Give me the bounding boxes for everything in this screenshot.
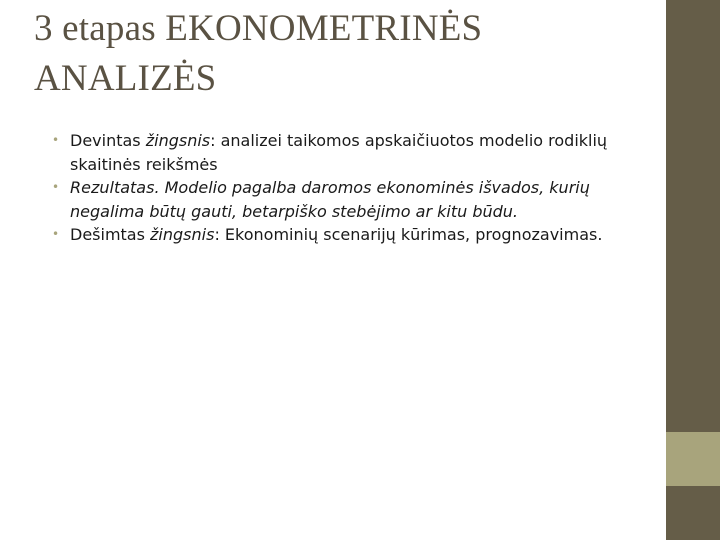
bullet-text-lead: Devintas (70, 131, 146, 150)
bullet-list (52, 129, 652, 247)
bullet-dot-icon: • (52, 133, 60, 147)
slide-title-line-2: ANALIZĖS (34, 58, 217, 99)
bullet-item-step-9 (52, 129, 652, 176)
bullet-item-step-10 (52, 223, 652, 247)
slide-title-line-1: 3 etapas EKONOMETRINĖS (34, 8, 483, 49)
bullet-text-emphasis: žingsnis (145, 131, 211, 150)
bullet-dot-icon: • (52, 227, 60, 241)
sidebar-band-accent (666, 432, 720, 486)
bullet-text-rest: : Ekonominių scenarijų kūrimas, prognozavimas. (214, 225, 603, 244)
slide-title (34, 4, 654, 104)
bullet-text-rest: : analizei taikomos apskaičiuotos modelio rodiklių skaitinės reikšmės (70, 131, 608, 174)
sidebar-band-dark (666, 0, 720, 432)
bullet-item-result (52, 176, 652, 223)
bullet-text-result: Rezultatas. Modelio pagalba daromos ekonominės išvados, kurių negalima būtų gauti, betarpiško stebėjimo ar kitu būdu. (70, 178, 590, 221)
bullet-dot-icon: • (52, 180, 60, 194)
sidebar-band-bottom (666, 486, 720, 540)
bullet-text-emphasis: žingsnis (150, 225, 215, 244)
bullet-text-lead: Dešimtas (70, 225, 151, 244)
